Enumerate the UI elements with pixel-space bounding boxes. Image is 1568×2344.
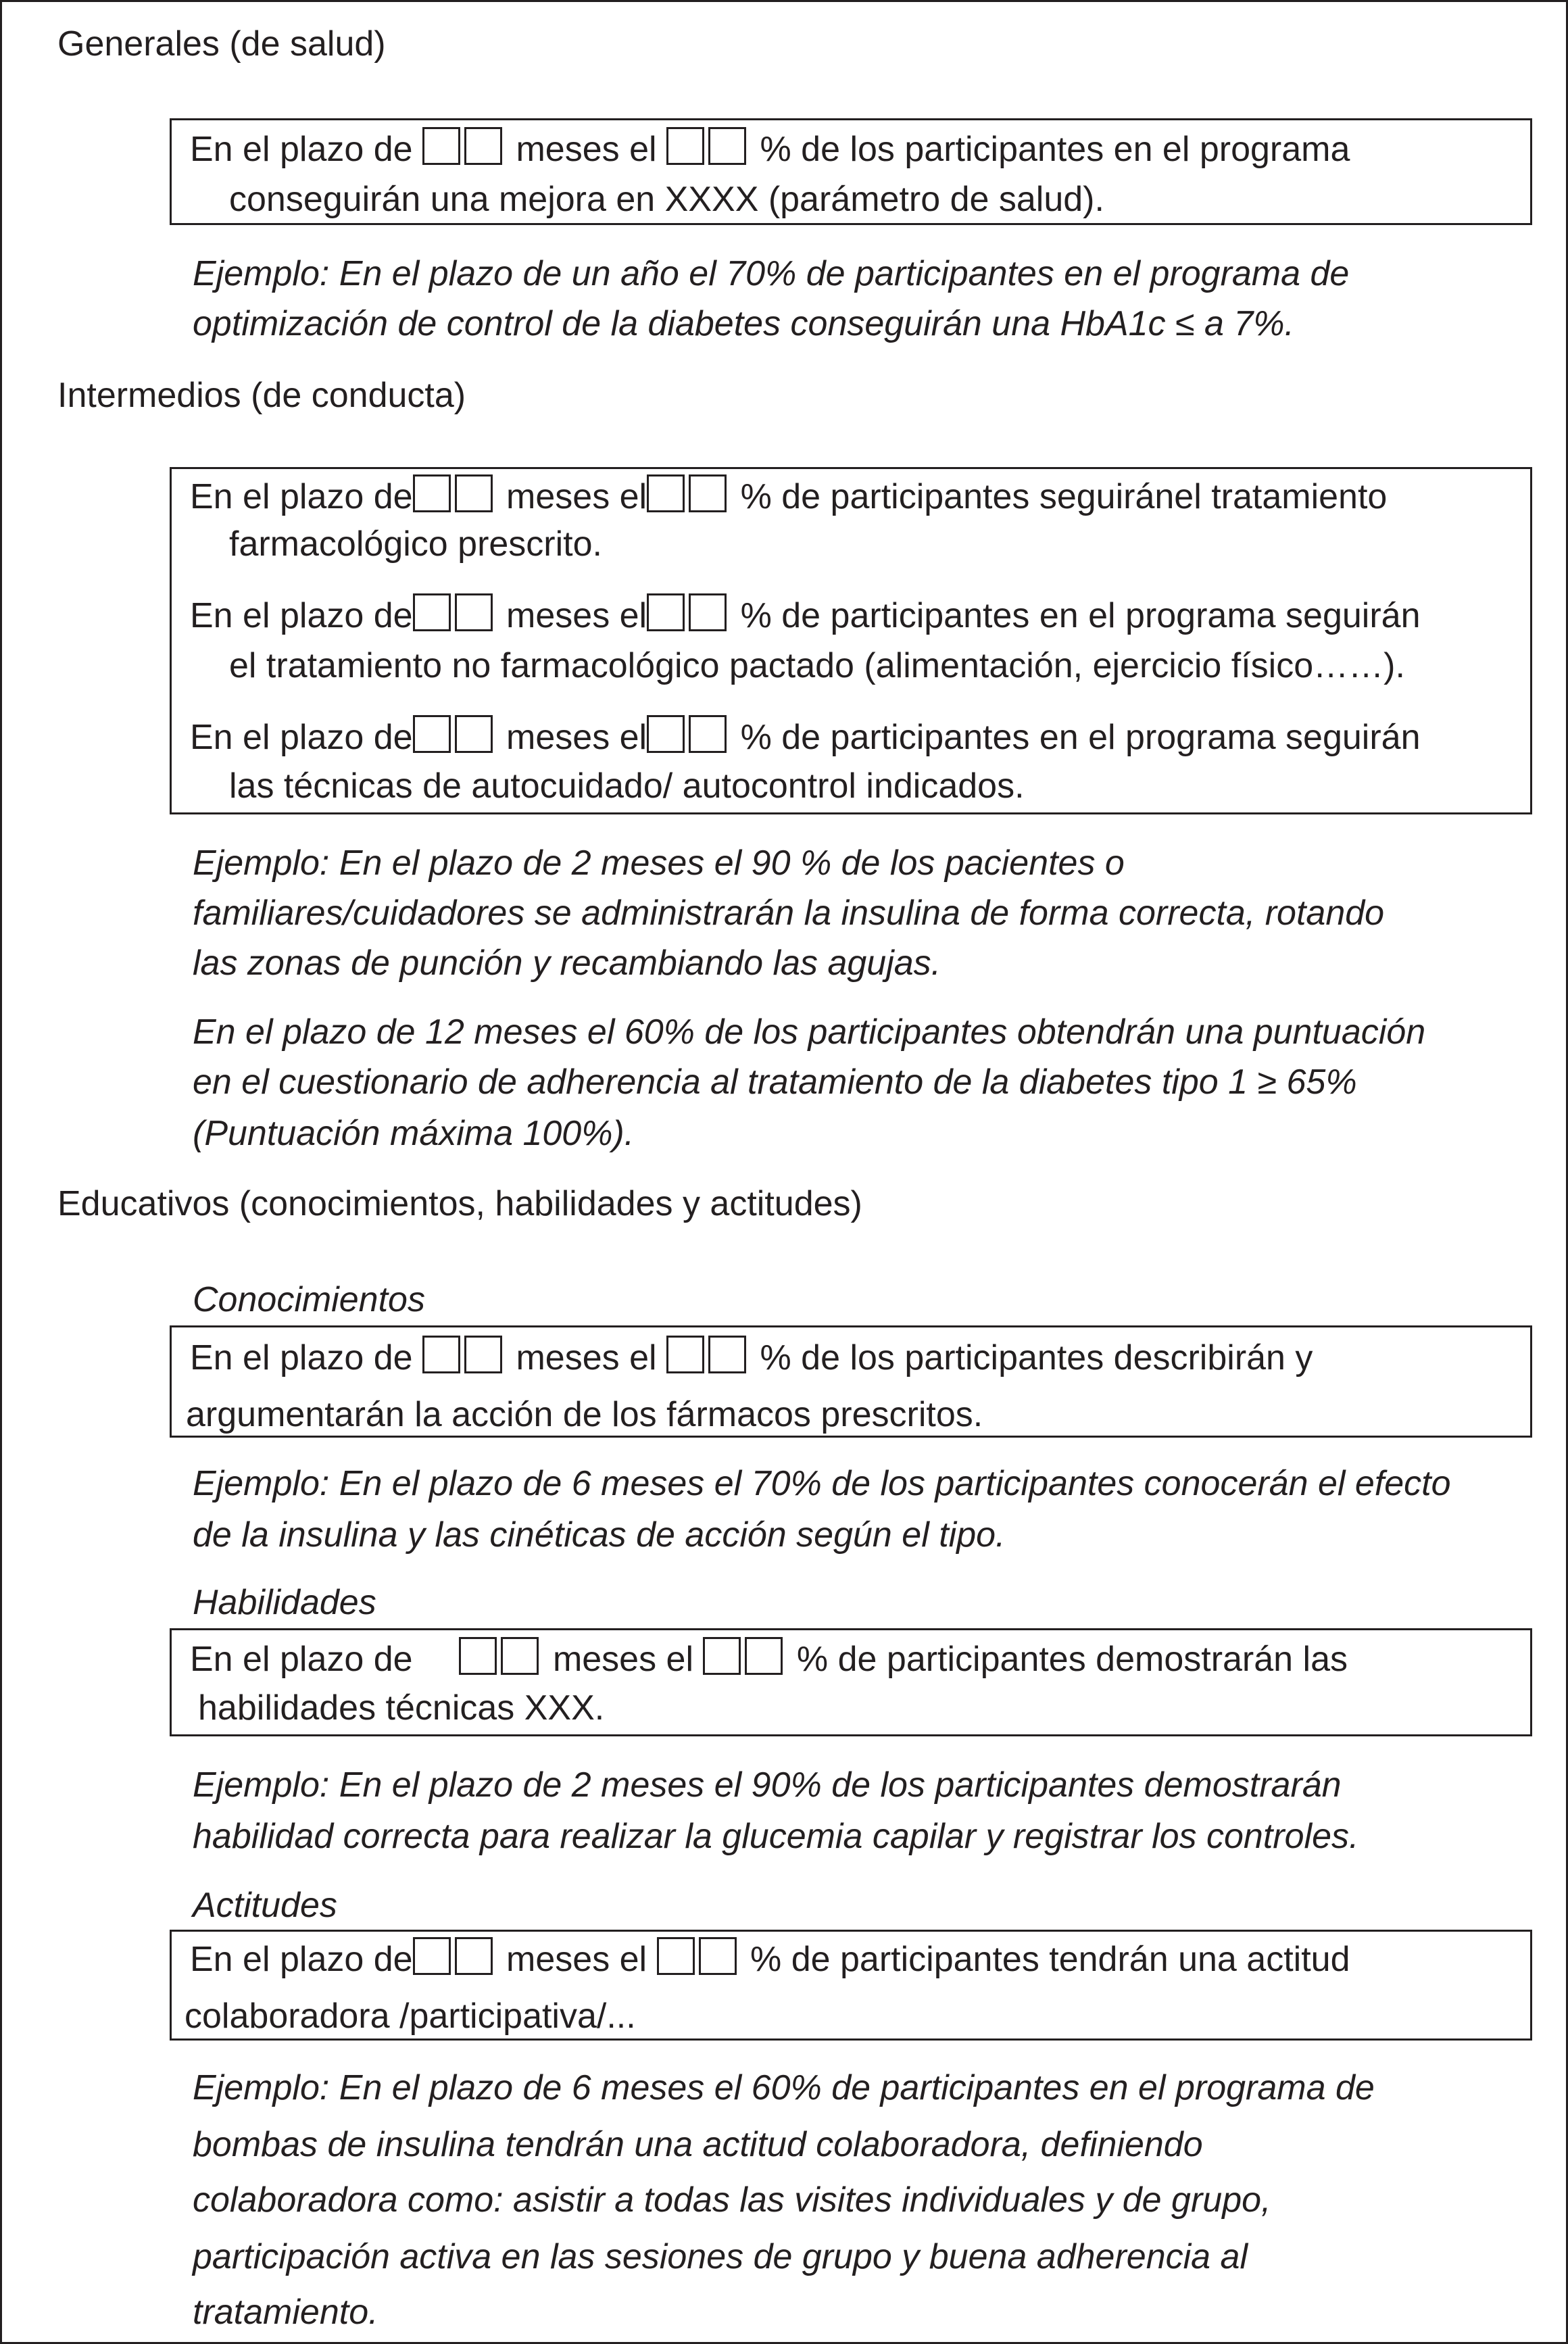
intermedios-example2-line1: En el plazo de 12 meses el 60% de los participantes obtendrán una puntuación [193,1012,1426,1052]
habilidades-example-line1: Ejemplo: En el plazo de 2 meses el 90% de los participantes demostrarán [193,1765,1342,1805]
percent-input-box [708,127,746,165]
generales-objective-line1: En el plazo de meses el % de los participantes en el programa [190,125,1350,174]
section-title-educativos: Educativos (conocimientos, habilidades y actitudes) [57,1184,862,1223]
conocimientos-label: Conocimientos [193,1280,425,1319]
habilidades-line1: En el plazo de meses el % de participantes demostrarán las [190,1635,1348,1684]
conocimientos-line2: argumentarán la acción de los fármacos prescritos. [186,1395,983,1434]
percent-input-box [689,474,727,512]
months-input-box [455,1937,493,1975]
percent-input-box [703,1637,741,1675]
percent-input-box [699,1937,737,1975]
intermedios-item1-line2: farmacológico prescrito. [229,524,602,564]
actitudes-line1: En el plazo de meses el % de participantes tendrán una actitud [190,1935,1350,1984]
intermedios-example2-line2: en el cuestionario de adherencia al tratamiento de la diabetes tipo 1 ≥ 65% [193,1063,1357,1102]
intermedios-item3-line2: las técnicas de autocuidado/ autocontrol indicados. [229,766,1025,806]
actitudes-example-line4: participación activa en las sesiones de grupo y buena adherencia al [193,2237,1248,2276]
percent-input-box [689,593,727,631]
intermedios-item2-line1: En el plazo de meses el % de participantes en el programa seguirán [190,591,1421,640]
generales-objective-line2: conseguirán una mejora en XXXX (parámetro de salud). [229,180,1104,219]
percent-input-box [666,127,704,165]
intermedios-item3-line1: En el plazo de meses el % de participantes en el programa seguirán [190,713,1421,762]
actitudes-example-line5: tratamiento. [193,2293,378,2332]
intermedios-item1-line1: En el plazo de meses el % de participantes seguiránel tratamiento [190,472,1387,521]
months-input-box [455,474,493,512]
months-input-box [455,715,493,753]
months-input-box [459,1637,497,1675]
percent-input-box [689,715,727,753]
percent-input-box [657,1937,695,1975]
intermedios-item2-line2: el tratamiento no farmacológico pactado (alimentación, ejercicio físico……). [229,646,1405,685]
percent-input-box [647,593,685,631]
actitudes-example-line2: bombas de insulina tendrán una actitud colaboradora, definiendo [193,2125,1203,2164]
months-input-box [422,127,460,165]
months-input-box [413,474,451,512]
percent-input-box [745,1637,783,1675]
intermedios-example1-line1: Ejemplo: En el plazo de 2 meses el 90 % de los pacientes o [193,844,1125,883]
habilidades-example-line2: habilidad correcta para realizar la glucemia capilar y registrar los controles. [193,1817,1359,1856]
section-title-generales: Generales (de salud) [57,24,386,64]
percent-input-box [647,474,685,512]
habilidades-label: Habilidades [193,1583,376,1622]
intermedios-example2-line3: (Puntuación máxima 100%). [193,1114,635,1153]
actitudes-example-line1: Ejemplo: En el plazo de 6 meses el 60% de participantes en el programa de [193,2068,1375,2107]
conocimientos-line1: En el plazo de meses el % de los participantes describirán y [190,1334,1313,1382]
percent-input-box [647,715,685,753]
actitudes-label: Actitudes [193,1886,337,1925]
months-input-box [464,127,502,165]
actitudes-example-line3: colaboradora como: asistir a todas las visites individuales y de grupo, [193,2180,1271,2220]
months-input-box [501,1637,539,1675]
intermedios-example1-line2: familiares/cuidadores se administrarán la insulina de forma correcta, rotando [193,894,1385,933]
conocimientos-example-line1: Ejemplo: En el plazo de 6 meses el 70% de los participantes conocerán el efecto [193,1464,1451,1503]
months-input-box [422,1336,460,1373]
percent-input-box [666,1336,704,1373]
generales-example-line2: optimización de control de la diabetes conseguirán una HbA1c ≤ a 7%. [193,304,1294,343]
months-input-box [413,715,451,753]
months-input-box [413,1937,451,1975]
generales-example-line1: Ejemplo: En el plazo de un año el 70% de participantes en el programa de [193,254,1350,293]
habilidades-line2: habilidades técnicas XXX. [198,1688,605,1728]
months-input-box [455,593,493,631]
actitudes-line2: colaboradora /participativa/... [185,1997,636,2036]
months-input-box [464,1336,502,1373]
conocimientos-example-line2: de la insulina y las cinéticas de acción según el tipo. [193,1515,1006,1555]
intermedios-example1-line3: las zonas de punción y recambiando las agujas. [193,944,941,983]
percent-input-box [708,1336,746,1373]
months-input-box [413,593,451,631]
section-title-intermedios: Intermedios (de conducta) [57,376,466,415]
